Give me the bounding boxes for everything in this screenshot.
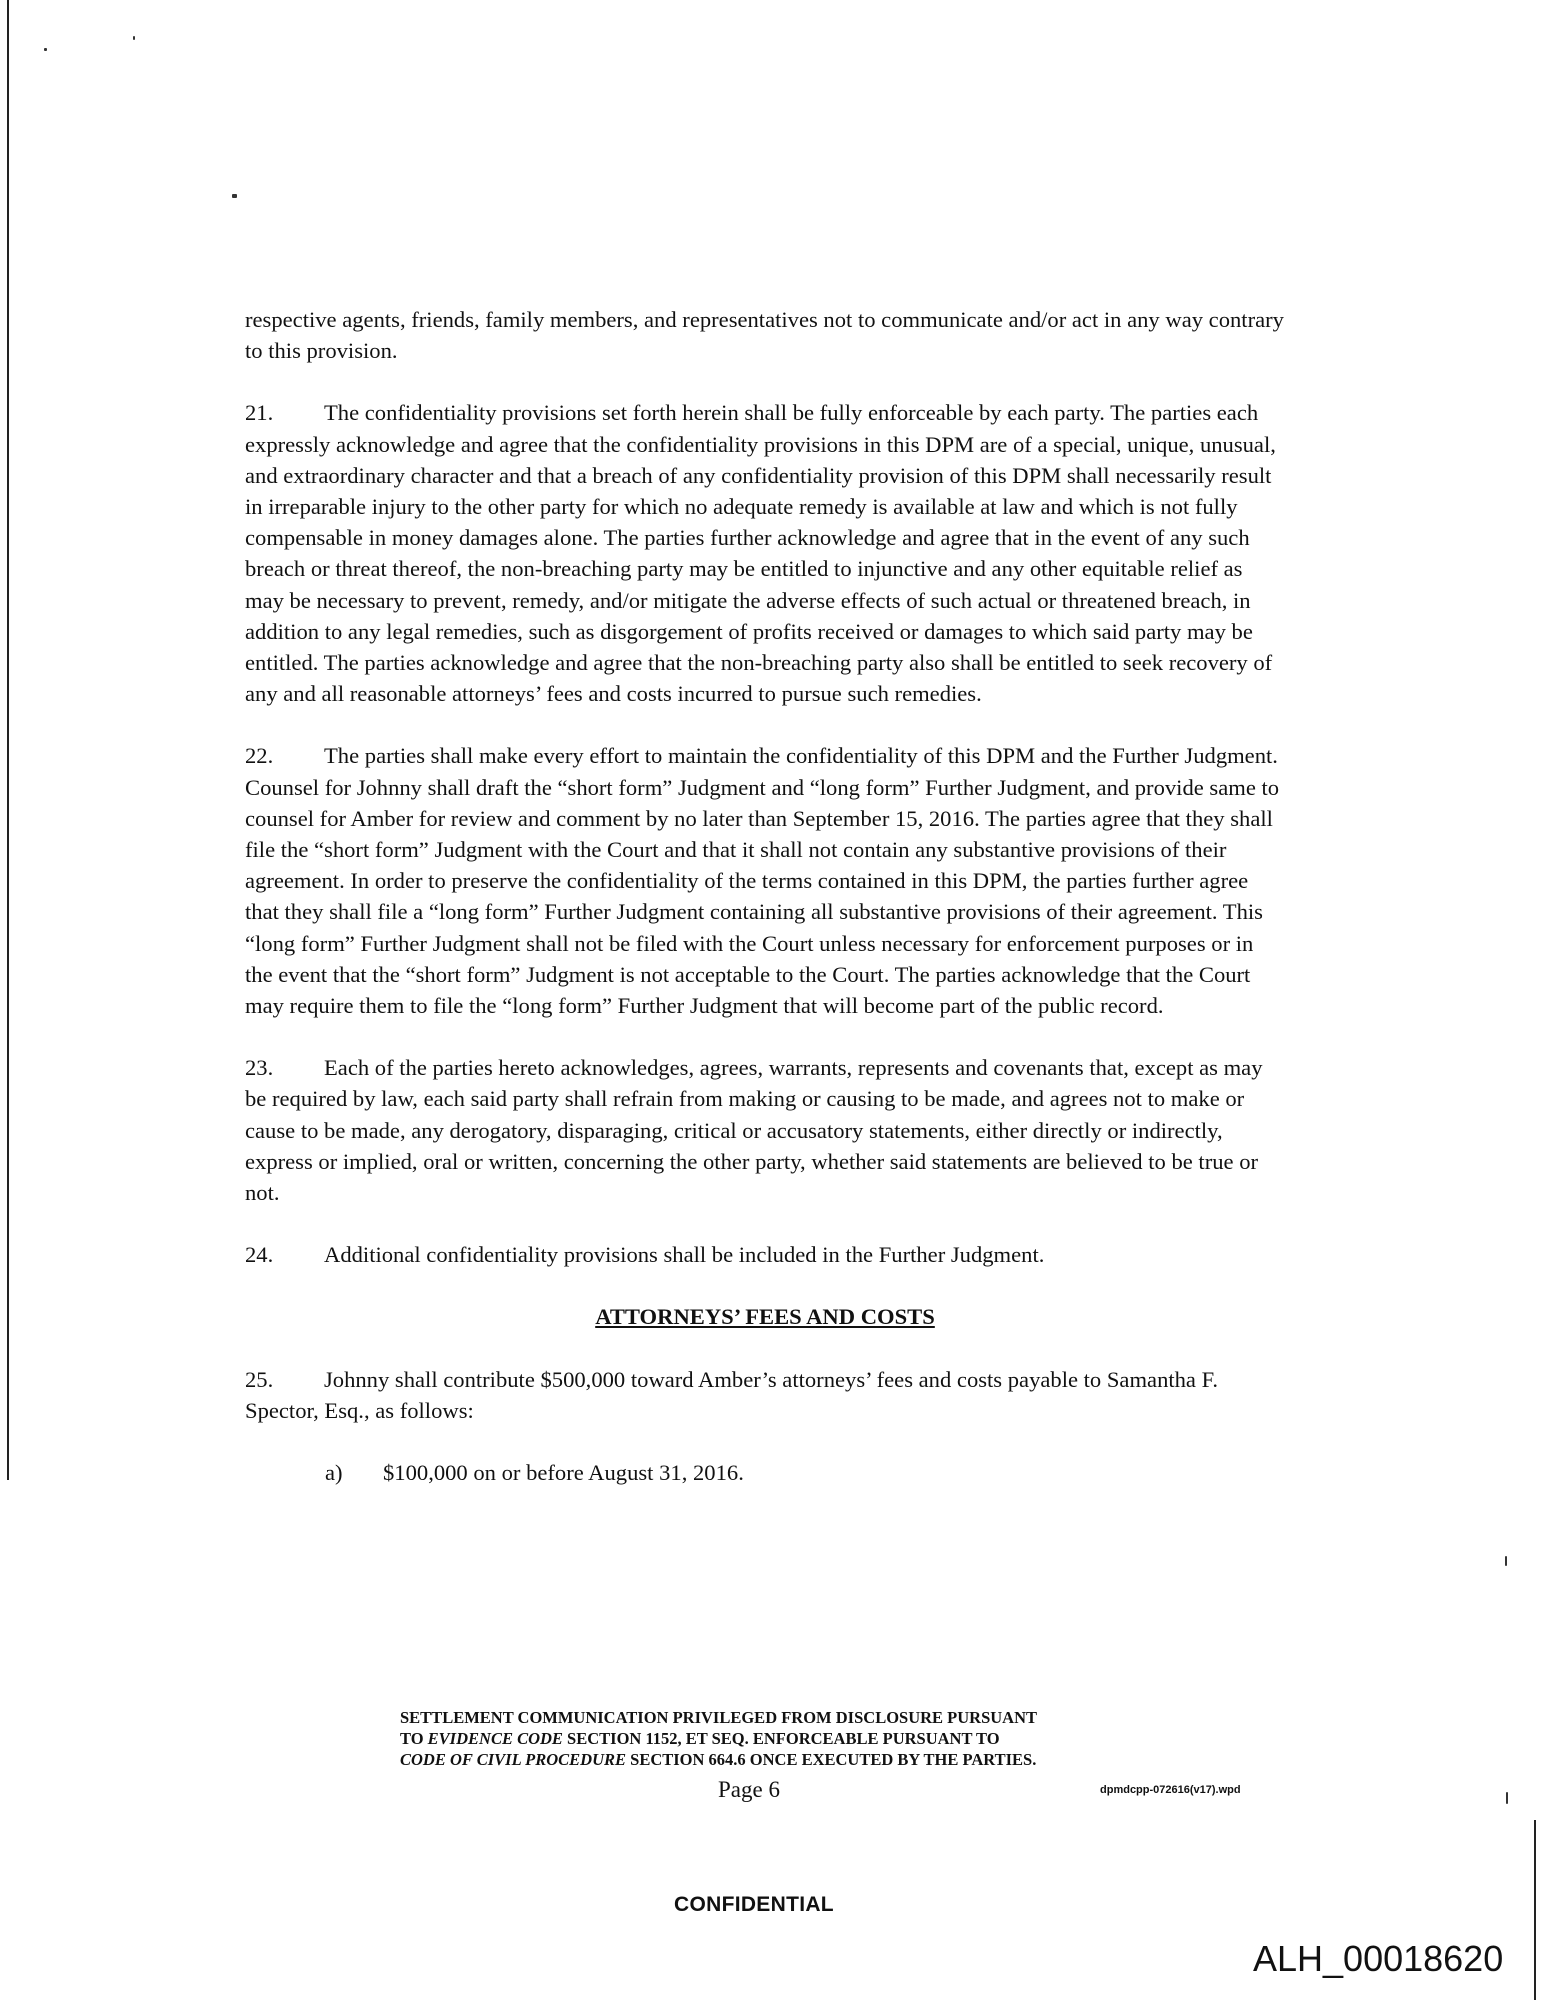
legend-italic: CODE OF CIVIL PROCEDURE (400, 1750, 627, 1769)
settlement-legend (400, 1707, 1300, 1770)
continuation-paragraph: respective agents, friends, family members, and representatives not to communicate and/or act in any way contrary to this provision. (245, 307, 1284, 364)
section-heading: ATTORNEYS’ FEES AND COSTS (595, 1304, 935, 1330)
paragraph-number: 22. (245, 743, 274, 769)
page-number: Page 6 (718, 1777, 780, 1802)
file-code: dpmdcpp-072616(v17).wpd (1100, 1784, 1241, 1796)
paragraph-text: Additional confidentiality provisions shall be included in the Further Judgment. (324, 1242, 1045, 1268)
paragraph-number: 23. (245, 1055, 274, 1081)
confidential-stamp: CONFIDENTIAL (674, 1893, 834, 1916)
paragraph-text: The confidentiality provisions set forth herein shall be fully enforceable by each party. The parties each expressly acknowledge and agree that the confidentiality provisions in this DPM are of a special, unique, unusual, and extraordinary character and that a breach of any confidentiality provision of this DPM shall necessarily result in irreparable injury to the other party for which no adequate remedy is available at law and which is not fully compensable in money damages alone. The parties further acknowledge and agree that in the event of any such breach or threat thereof, the non-breaching party may be entitled to injunctive and any other equitable relief as may be necessary to prevent, remedy, and/or mitigate the adverse effects of such actual or threatened breach, in addition to any legal remedies, such as disgorgement of profits received or damages to which said party may be entitled. The parties acknowledge and agree that the non-breaching party also shall be entitled to seek recovery of any and all reasonable attorneys’ fees and costs incurred to pursue such remedies. (245, 400, 1276, 707)
paragraph-21 (245, 397, 1285, 709)
scan-speck (1505, 1556, 1507, 1566)
scan-left-edge-line (7, 0, 9, 1480)
scan-speck (232, 194, 237, 198)
paragraph-23 (245, 1052, 1285, 1208)
paragraph-25 (245, 1364, 1285, 1426)
legend-text: TO (400, 1729, 428, 1748)
legend-text: SECTION 1152, ET SEQ. ENFORCEABLE PURSUANT TO (562, 1729, 1000, 1748)
paragraph-24 (245, 1239, 1285, 1270)
subparagraph-text: $100,000 on or before August 31, 2016. (383, 1460, 744, 1486)
paragraph-22 (245, 740, 1285, 1021)
legend-line-1: SETTLEMENT COMMUNICATION PRIVILEGED FROM DISCLOSURE PURSUANT (400, 1708, 1038, 1727)
legend-italic: EVIDENCE CODE (427, 1729, 563, 1748)
scan-speck (133, 36, 135, 40)
paragraph-text: Johnny shall contribute $500,000 toward Amber’s attorneys’ fees and costs payable to Samantha F. Spector, Esq., as follows: (245, 1366, 1219, 1423)
subparagraph-label: a) (325, 1460, 343, 1486)
scan-right-edge-line (1534, 1820, 1536, 2000)
paragraph-number: 21. (245, 400, 274, 426)
legend-text: SECTION 664.6 ONCE EXECUTED BY THE PARTIES. (626, 1750, 1037, 1769)
document-body (245, 304, 1285, 1519)
paragraph-number: 25. (245, 1366, 274, 1392)
scan-speck (1506, 1792, 1508, 1804)
bates-number: ALH_00018620 (1253, 1938, 1504, 1979)
scan-speck (44, 48, 47, 51)
paragraph-text: Each of the parties hereto acknowledges, agrees, warrants, represents and covenants that, except as may be required by law, each said party shall refrain from making or causing to be made, and agrees not to make or cause to be made, any derogatory, disparaging, critical or accusatory statements, either directly or indirectly, express or implied, oral or written, concerning the other party, whether said statements are believed to be true or not. (245, 1055, 1263, 1206)
subparagraph-a (245, 1457, 1285, 1488)
paragraph-number: 24. (245, 1242, 274, 1268)
legend-line-2 (400, 1728, 1300, 1749)
legend-line-3 (400, 1749, 1300, 1770)
paragraph-text: The parties shall make every effort to maintain the confidentiality of this DPM and the Further Judgment. Counsel for Johnny shall draft the “short form” Judgment and “long form” Further Judgment, and provide same to counsel for Amber for review and comment by no later than September 15, 2016. The parties agree that they shall file the “short form” Judgment with the Court and that it shall not contain any substantive provisions of their agreement. In order to preserve the confidentiality of the terms contained in this DPM, the parties further agree that they shall file a “long form” Further Judgment containing all substantive provisions of their agreement. This “long form” Further Judgment shall not be filed with the Court unless necessary for enforcement purposes or in the event that the “short form” Judgment is not acceptable to the Court. The parties acknowledge that the Court may require them to file the “long form” Further Judgment that will become part of the public record. (245, 743, 1280, 1019)
